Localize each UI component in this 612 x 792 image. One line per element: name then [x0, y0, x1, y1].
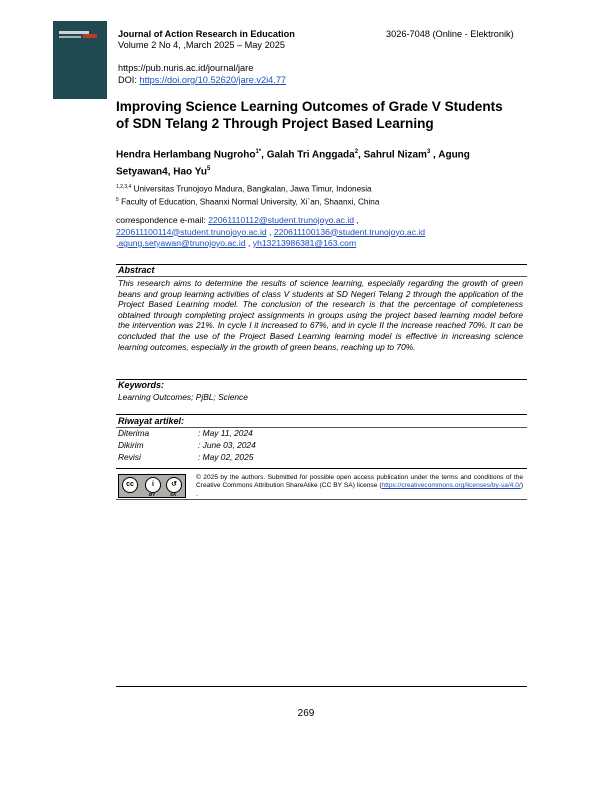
affiliations [116, 182, 379, 207]
correspondence-label: correspondence e-mail: [116, 215, 206, 225]
email-4[interactable]: agung.setyawan@trunojoyo.ac.id [118, 238, 246, 248]
affiliation-1-sup: 1,2,3,4 [116, 184, 132, 190]
email-1[interactable]: 22061110112@student.trunojoyo.ac.id [208, 215, 355, 225]
journal-cover-image [53, 21, 107, 99]
affiliation-2-text: Faculty of Education, Shaanxi Normal University, Xi`an, Shaanxi, China [121, 197, 380, 207]
email-2[interactable]: 220611100114@student.trunojoyo.ac.id [116, 226, 267, 237]
affiliation-1-text: Universitas Trunojoyo Madura, Bangkalan, Jawa Timur, Indonesia [133, 184, 372, 194]
license-text: © 2025 by the authors. Submitted for possible open access publication under the terms and conditions of the Creative Commons Attribution ShareAlike (CC BY SA) license [196, 474, 523, 490]
abstract-text: This research aims to determine the results of science learning, especially regarding the growth of green beans and group learning activities of class V students at SD Negeri Telang 2 through the application of the Project Based Learning model. The conclusion of the research is that the percentage of completeness obtained through completing project assignments in groups using the project based learning model before the intervention was 21%. In cycle I it increased to 67%, and in cycle II the increase reached 70%. It can be concluded that the use of the Project Based Learning learning model is effective in increasing science learning outcomes, especially in the growth of green beans, reaching up to 70%. [118, 278, 523, 352]
cc-icon: cc [122, 477, 138, 493]
doi-line [118, 75, 286, 86]
sharealike-icon: ↺ [166, 477, 182, 493]
affiliation-2-sup: 5 [116, 196, 119, 203]
history-revised-value: : May 02, 2025 [198, 452, 254, 462]
cc-by-label: BY [149, 492, 156, 497]
title-line-1: Improving Science Learning Outcomes of Grade V Students [116, 99, 503, 114]
history-submitted [118, 440, 256, 450]
keywords-heading: Keywords: [118, 380, 165, 390]
issn: 3026-7048 (Online - Elektronik) [386, 29, 514, 39]
license-top-rule [116, 468, 527, 469]
doi-label: DOI: [118, 75, 137, 85]
author-2-sup: 2 [354, 149, 359, 155]
volume-info: Volume 2 No 4, ,March 2025 – May 2025 [118, 40, 286, 50]
author-3: , Sahrul Nizam [358, 149, 427, 161]
license-link[interactable]: https://creativecommons.org/licenses/by-sa/4.0/ [381, 482, 521, 490]
history-submitted-value: : June 03, 2024 [198, 440, 256, 450]
history-revised-label: Revisi [118, 452, 141, 462]
author-4-5: , Agung Setyawan4, Hao Yu [116, 149, 470, 178]
cc-by-sa-badge[interactable] [118, 474, 186, 498]
footer-rule [116, 686, 527, 687]
email-3[interactable]: 220611100136@student.trunojoyo.ac.id [273, 226, 426, 237]
author-3-sup: 3 [426, 149, 431, 155]
author-list [116, 145, 526, 180]
journal-name: Journal of Action Research in Education [118, 29, 295, 39]
journal-url: https://pub.nuris.ac.id/journal/jare [118, 63, 254, 73]
keywords-text: Learning Outcomes; PjBL; Science [118, 392, 248, 402]
history-received [118, 428, 253, 438]
history-revised [118, 452, 253, 462]
author-5-sup: 5 [206, 166, 211, 173]
correspondence: correspondence e-mail: 22061110112@student.trunojoyo.ac.id , 220611100114@student.trunojoyo.ac.id , 220611100136@student.trunojoyo.ac.id ,agung.setyawan@trunojoyo.ac.id , yh13213986381@163.com [116, 215, 426, 248]
license-bottom-rule [116, 499, 527, 500]
attribution-icon: i [145, 477, 161, 493]
author-1: Hendra Herlambang Nugroho [116, 149, 256, 161]
title-line-2: of SDN Telang 2 Through Project Based Learning [116, 116, 434, 131]
history-heading: Riwayat artikel: [118, 416, 185, 426]
history-rule [116, 414, 527, 415]
doi-link[interactable]: https://doi.org/10.52620/jare.v2i4.77 [139, 75, 287, 85]
keywords-rule [116, 379, 527, 380]
abstract-heading-rule [116, 276, 527, 277]
cc-sa-label: SA [170, 492, 177, 497]
author-1-sup: 1* [255, 149, 262, 155]
abstract-heading: Abstract [118, 265, 155, 275]
history-received-value: : May 11, 2024 [198, 428, 253, 438]
author-2: , Galah Tri Anggada [261, 149, 355, 161]
history-received-label: Diterima [118, 428, 150, 438]
article-title [116, 98, 526, 132]
history-submitted-label: Dikirim [118, 440, 144, 450]
page-number: 269 [297, 708, 315, 719]
abstract-top-rule [116, 264, 527, 265]
license-notice: © 2025 by the authors. Submitted for possible open access publication under the terms and conditions of the Creative Commons Attribution ShareAlike (CC BY SA) license (https://creativecommons.org/licenses/by-sa/4.0/) . [196, 474, 524, 498]
email-5[interactable]: yh13213986381@163.com [252, 238, 357, 248]
affiliation-1 [116, 182, 379, 195]
affiliation-2 [116, 195, 379, 208]
